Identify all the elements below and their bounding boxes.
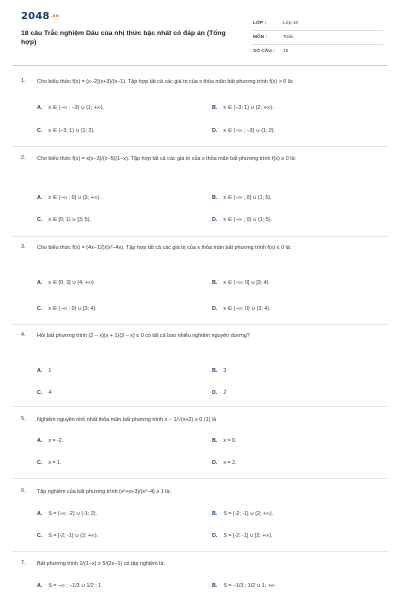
question-separator: [12, 236, 388, 237]
option-b[interactable]: B. 3: [212, 368, 227, 374]
option-b[interactable]: B. x ∈ (−∞; 0] ∪ [3; 4).: [212, 280, 270, 286]
question-number: 1.: [21, 78, 26, 84]
document-title: 18 câu Trắc nghiệm Dấu của nhị thức bậc nhất có đáp án (Tổng hợp): [21, 30, 226, 46]
question-stem: Cho biểu thức f(x) = (x−2)(x+3)/(x−1). Tập hợp tất cả các giá trị của x thỏa mãn bất phương trình f(x) > 0 là:: [37, 79, 294, 85]
option-a[interactable]: A. x = -2.: [37, 438, 64, 444]
question-separator: [12, 478, 388, 479]
option-d[interactable]: D. S = [-2; -1] ∪ [2; +∞).: [212, 533, 273, 539]
question-stem: Tập nghiệm của bất phương trình (x²+x+3)/(x²−4) ≥ 1 là:: [37, 489, 171, 495]
question-separator: [12, 324, 388, 325]
meta-row-subject: MÔN : Toán: [253, 31, 383, 45]
document-meta: [253, 17, 383, 58]
option-a[interactable]: A. x ∈ (0; 3] ∪ (4; +∞).: [37, 280, 96, 286]
meta-row-grade: LỚP : Lớp 10: [253, 17, 383, 31]
option-c[interactable]: C. S = [-2; -1) ∪ (2; +∞).: [37, 533, 99, 539]
option-b[interactable]: B. S = −1/3 ; 1/2 ∪ 1; +∞: [212, 583, 275, 589]
option-b[interactable]: B. x ∈ (−3; 1) ∪ (2; +∞).: [212, 105, 274, 111]
question-separator: [12, 406, 388, 407]
question-stem: Bất phương trình 2/(1−x) ≥ 5/(2x−1) có tập nghiệm là:: [37, 561, 165, 567]
question-number: 4.: [21, 332, 26, 338]
option-d[interactable]: D. x ∈ (−∞; 0) ∪ (3; 4).: [212, 306, 271, 312]
option-b[interactable]: B. S = (-2; -1] ∪ (2; +∞).: [212, 511, 274, 517]
question-stem: Nghiệm nguyên nhỏ nhất thỏa mãn bất phương trình x − 1/√(x+2) ≥ 0 (1) là: [37, 417, 217, 423]
meta-row-count: SỐ CÂU : 18: [253, 49, 289, 54]
option-c[interactable]: C. 4: [37, 390, 52, 396]
page-header: [0, 0, 400, 62]
question-number: 2.: [21, 155, 26, 161]
site-logo[interactable]: 2048.vn: [21, 11, 60, 22]
question-number: 5.: [21, 416, 26, 422]
option-a[interactable]: A. S = −∞ ; −1/3 ∪ 1/2 ; 1: [37, 583, 102, 589]
question-stem: Hỏi bất phương trình (2 − x)(x + 1)(3 − x) ≤ 0 có tất cả bao nhiêu nghiệm nguyên dương?: [37, 333, 250, 339]
question-stem: Cho biểu thức f(x) = (4x−12)/(x²−4x). Tập hợp tất cả các giá trị của x thỏa mãn bất phương trình f(x) ≤ 0 là:: [37, 245, 292, 251]
question-separator: [12, 146, 388, 147]
option-c[interactable]: C. x = 1.: [37, 460, 62, 466]
option-d[interactable]: D. 2: [212, 390, 227, 396]
option-d[interactable]: D. x ∈ (−∞ ; 0) ∪ (1; 5).: [212, 217, 272, 223]
option-a[interactable]: A. S = (-∞; -2) ∪ (-1; 2).: [37, 511, 98, 517]
question-number: 7.: [21, 560, 26, 566]
question-separator: [12, 551, 388, 552]
question-number: 3.: [21, 244, 26, 250]
option-a[interactable]: A. 1: [37, 368, 52, 374]
option-a[interactable]: A. x ∈ (−∞ ; 0] ∪ (3; +∞).: [37, 195, 101, 201]
header-divider: [12, 65, 388, 66]
option-c[interactable]: C. x ∈ (−∞ ; 0) ∪ [3; 4).: [37, 306, 97, 312]
option-b[interactable]: B. x ∈ (−∞ ; 0] ∪ (1; 5).: [212, 195, 272, 201]
option-d[interactable]: D. x = 2.: [212, 460, 237, 466]
question-stem: Cho biểu thức f(x) = x(x−3)/(x−5)(1−x). Tập hợp tất cả các giá trị của x thỏa mãn bất phương trình f(x) ≥ 0 là:: [37, 156, 296, 162]
question-number: 6.: [21, 488, 26, 494]
option-d[interactable]: D. x ∈ (−∞ ; −3) ∪ (1; 2).: [212, 128, 276, 134]
option-a[interactable]: A. x ∈ (−∞ ; −3) ∪ (1; +∞).: [37, 105, 104, 111]
option-c[interactable]: C. x ∈ [0; 1) ∪ [3; 5).: [37, 217, 91, 223]
option-b[interactable]: B. x = 0.: [212, 438, 237, 444]
option-c[interactable]: C. x ∈ (−3; 1) ∪ (1; 2).: [37, 128, 95, 134]
